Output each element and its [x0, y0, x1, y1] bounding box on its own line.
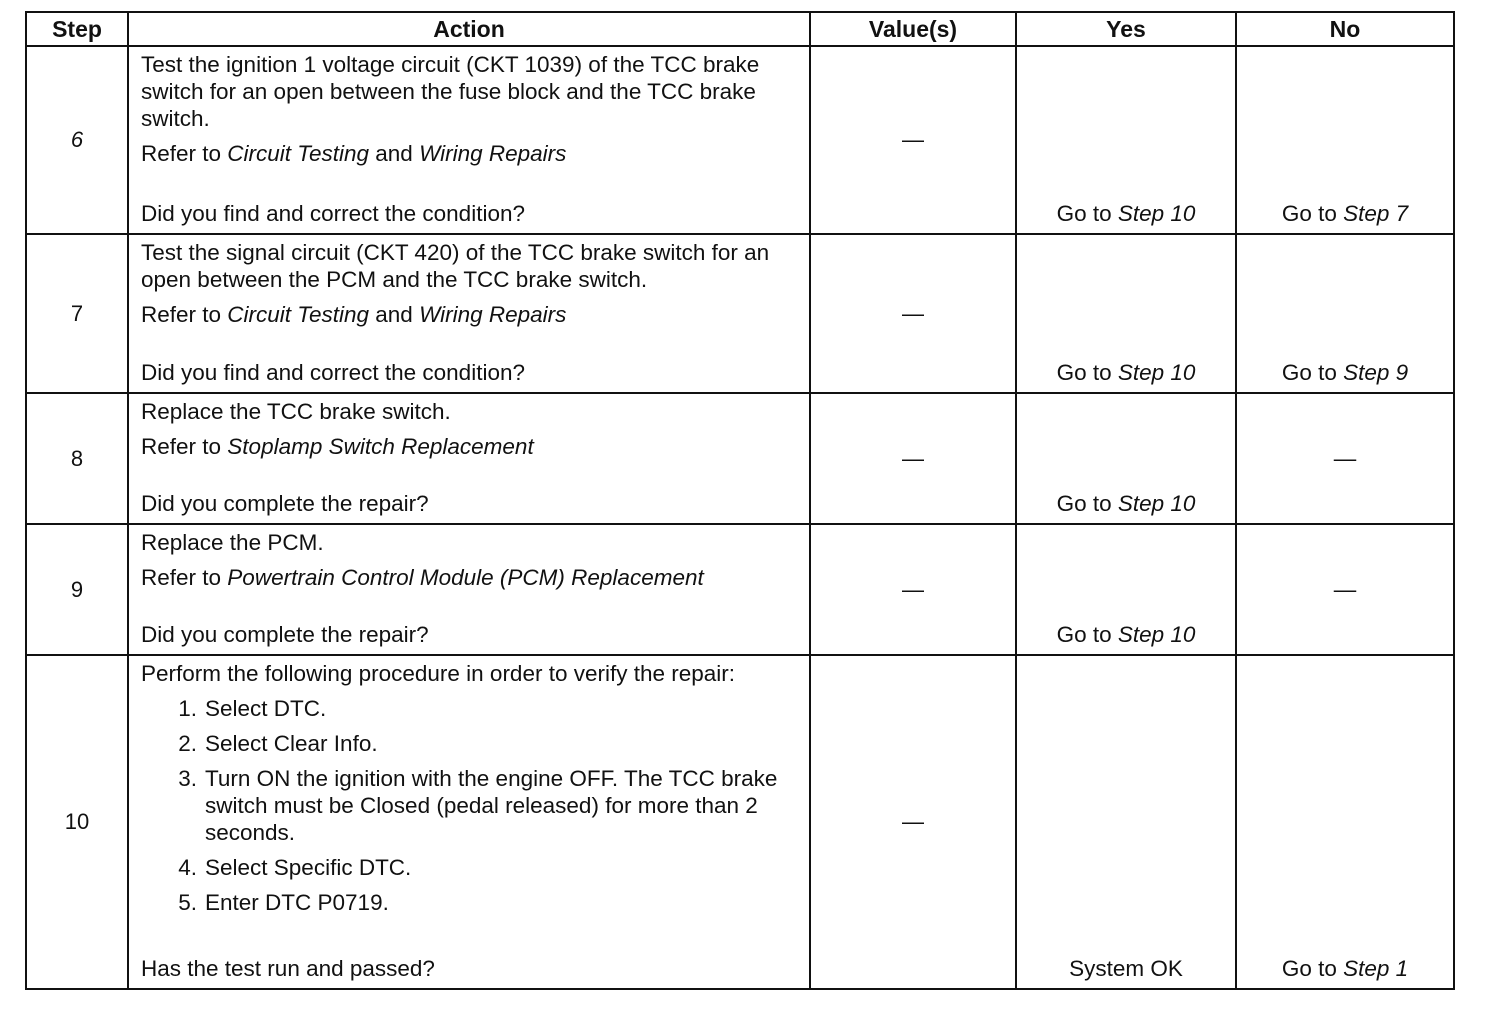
header-action: Action [128, 12, 810, 46]
action-text: Perform the following procedure in order to verify the repair: [141, 661, 736, 686]
list-item: 4. Select Specific DTC. [178, 855, 412, 880]
step-number: 9 [26, 524, 128, 655]
reference-link: Powertrain Control Module (PCM) Replacement [227, 565, 704, 590]
no-cell: Go to Step 7 [1236, 46, 1454, 234]
action-text: Replace the TCC brake switch. [141, 399, 451, 424]
header-no: No [1236, 12, 1454, 46]
list-item: 3. Turn ON the ignition with the engine OFF. The TCC brake switch must be Closed (pedal released) for more than 2 seconds. [178, 766, 778, 845]
yes-step-ref: Step 10 [1117, 622, 1196, 647]
list-item: 1. Select DTC. [178, 696, 327, 721]
table-row-step-10 [26, 655, 1454, 989]
refer-line: Refer to Circuit Testing and Wiring Repairs [141, 141, 567, 166]
question-text: Did you complete the repair? [141, 622, 429, 647]
action-cell [128, 234, 810, 393]
yes-step-ref: Step 10 [1117, 201, 1196, 226]
yes-result: System OK [1069, 956, 1183, 981]
step-number: 10 [26, 655, 128, 989]
no-cell [1236, 393, 1454, 524]
question-text: Did you find and correct the condition? [141, 360, 525, 385]
reference-link: Circuit Testing [227, 141, 370, 166]
step-number: 8 [26, 393, 128, 524]
action-cell [128, 655, 810, 989]
value-cell: — [810, 46, 1016, 234]
table-row-step-9 [26, 524, 1454, 655]
yes-cell [1016, 655, 1236, 989]
no-value: — [1333, 576, 1357, 602]
action-text: Test the ignition 1 voltage circuit (CKT 1039) of the TCC brake switch for an open between the fuse block and the TCC brake switch. [141, 52, 760, 131]
action-cell [128, 46, 810, 234]
diagnostic-table [25, 11, 1455, 990]
value-cell: — [810, 234, 1016, 393]
no-step-ref: Step 7 [1343, 201, 1409, 226]
question-text: Did you find and correct the condition? [141, 201, 525, 226]
table-row-step-6 [26, 46, 1454, 234]
no-cell [1236, 524, 1454, 655]
reference-link: Wiring Repairs [419, 302, 567, 327]
action-text: Test the signal circuit (CKT 420) of the TCC brake switch for an open between the PCM and the TCC brake switch. [141, 240, 770, 292]
header-row [26, 12, 1454, 46]
no-step-ref: Step 9 [1343, 360, 1409, 385]
header-values: Value(s) [810, 12, 1016, 46]
question-text: Did you complete the repair? [141, 491, 429, 516]
procedure-list [141, 695, 799, 916]
reference-link: Stoplamp Switch Replacement [227, 434, 534, 459]
header-step: Step [26, 12, 128, 46]
table-row-step-7 [26, 234, 1454, 393]
yes-cell: Go to Step 10 [1016, 46, 1236, 234]
action-text: Replace the PCM. [141, 530, 324, 555]
no-cell: Go to Step 1 [1236, 655, 1454, 989]
value-cell: — [810, 524, 1016, 655]
step-number: 7 [26, 234, 128, 393]
action-cell [128, 524, 810, 655]
refer-line: Refer to Stoplamp Switch Replacement [141, 434, 534, 459]
yes-cell: Go to Step 10 [1016, 393, 1236, 524]
yes-cell: Go to Step 10 [1016, 234, 1236, 393]
reference-link: Wiring Repairs [419, 141, 567, 166]
table-row-step-8 [26, 393, 1454, 524]
header-yes: Yes [1016, 12, 1236, 46]
no-step-ref: Step 1 [1343, 956, 1409, 981]
refer-line: Refer to Circuit Testing and Wiring Repairs [141, 302, 567, 327]
action-cell [128, 393, 810, 524]
value-cell: — [810, 655, 1016, 989]
reference-link: Circuit Testing [227, 302, 370, 327]
no-value: — [1333, 445, 1357, 471]
list-item: 2. Select Clear Info. [178, 731, 378, 756]
refer-line: Refer to Powertrain Control Module (PCM) Replacement [141, 565, 704, 590]
yes-step-ref: Step 10 [1117, 491, 1196, 516]
yes-step-ref: Step 10 [1117, 360, 1196, 385]
question-text: Has the test run and passed? [141, 956, 435, 981]
no-cell: Go to Step 9 [1236, 234, 1454, 393]
step-number: 6 [26, 46, 128, 234]
list-item: 5. Enter DTC P0719. [178, 890, 389, 915]
yes-cell: Go to Step 10 [1016, 524, 1236, 655]
value-cell: — [810, 393, 1016, 524]
